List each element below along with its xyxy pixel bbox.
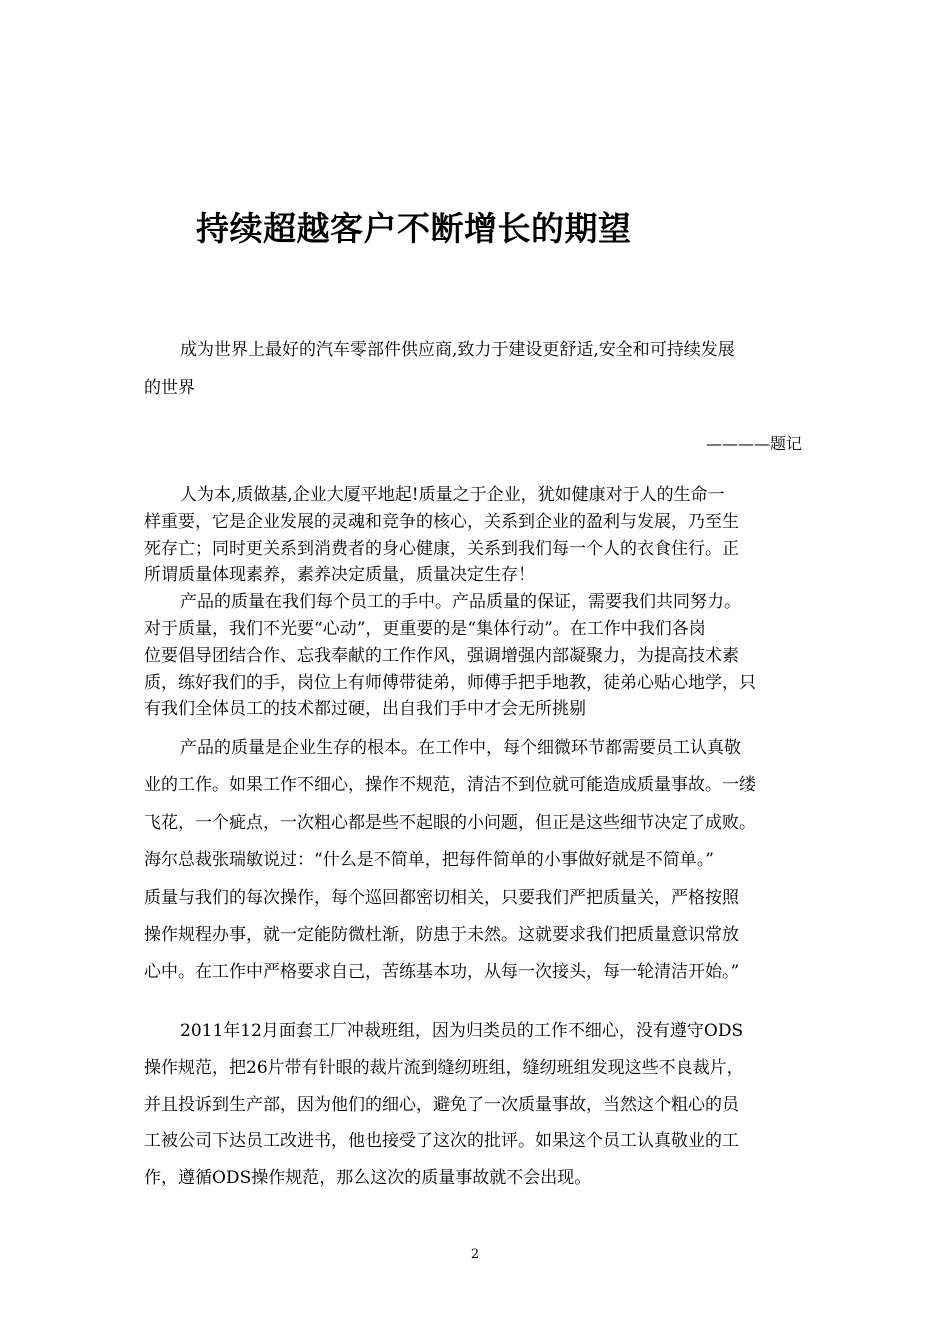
paragraph-line: 人为本,质做基,企业大厦平地起!质量之于企业，犹如健康对于人的生命一: [180, 485, 725, 505]
paragraph-line: 飞花，一个疵点，一次粗心都是些不起眼的小问题，但正是这些细节决定了成败。: [144, 812, 756, 833]
paragraph-line: 作，遵循ODS操作规范，那么这次的质量事故就不会出现。: [144, 1168, 592, 1189]
paragraph-line: 心中。在工作中严格要求自己，苦练基本功，从每一次接头，每一轮清洁开始。”: [144, 962, 740, 983]
paragraph-line: 产品的质量在我们每个员工的手中。产品质量的保证，需要我们共同努力。: [180, 592, 741, 613]
paragraph-line: 业的工作。如果工作不细心，操作不规范，清洁不到位就可能造成质量事故。一缕: [144, 775, 756, 796]
page-title: 持续超越客户不断增长的期望: [196, 209, 632, 248]
paragraph-line: 质，练好我们的手，岗位上有师傅带徒弟，师傅手把手地教，徒弟心贴心地学，只: [144, 672, 756, 693]
paragraph-line: 样重要，它是企业发展的灵魂和竞争的核心，关系到企业的盈利与发展，乃至生: [144, 511, 739, 532]
paragraph-line: 所谓质量体现素养，素养决定质量，质量决定生存！: [144, 565, 535, 586]
paragraph-line: 位要倡导团结合作、忘我奉献的工作作风，强调增强内部凝聚力，为提高技术素: [144, 645, 739, 666]
paragraph-line: 并且投诉到生产部，因为他们的细心，避免了一次质量事故，当然这个粗心的员: [144, 1094, 739, 1115]
paragraph-line: 操作规范，把26片带有针眼的裁片流到缝纫班组，缝纫班组发现这些不良裁片，: [144, 1057, 744, 1078]
paragraph-line: 死存亡；同时更关系到消费者的身心健康，关系到我们每一个人的衣食住行。正: [144, 538, 739, 559]
paragraph-line: 2011年12月面套工厂冲裁班组，因为归类员的工作不细心，没有遵守ODS: [180, 1021, 744, 1041]
body-paragraph-3: [144, 730, 809, 992]
paragraph-line: 工被公司下达员工改进书，他也接受了这次的批评。如果这个员工认真敬业的工: [144, 1131, 739, 1152]
paragraph-line: 海尔总裁张瑞敏说过：“什么是不简单，把每件简单的小事做好就是不简单。”: [144, 850, 714, 871]
body-paragraph-4: [144, 1013, 809, 1197]
paragraph-line: 有我们全体员工的技术都过硬，出自我们手中才会无所挑剔: [144, 699, 586, 720]
paragraph-line: 质量与我们的每次操作，每个巡回都密切相关，只要我们严把质量关，严格按照: [144, 887, 739, 908]
page-number: 2: [470, 1247, 480, 1262]
epigraph-signoff: ————题记: [705, 434, 802, 453]
paragraph-line: 对于质量，我们不光要“心动”，更重要的是“集体行动”。在工作中我们各岗: [144, 618, 706, 639]
paragraph-line: 产品的质量是企业生存的根本。在工作中，每个细微环节都需要员工认真敬: [180, 738, 741, 758]
epigraph-line: 的世界: [144, 378, 195, 398]
body-paragraphs-1-2: [144, 482, 809, 723]
epigraph: [144, 331, 809, 407]
epigraph-line: 成为世界上最好的汽车零部件供应商,致力于建设更舒适,安全和可持续发展: [180, 340, 735, 360]
paragraph-line: 操作规程办事，就一定能防微杜渐，防患于未然。这就要求我们把质量意识常放: [144, 925, 739, 946]
